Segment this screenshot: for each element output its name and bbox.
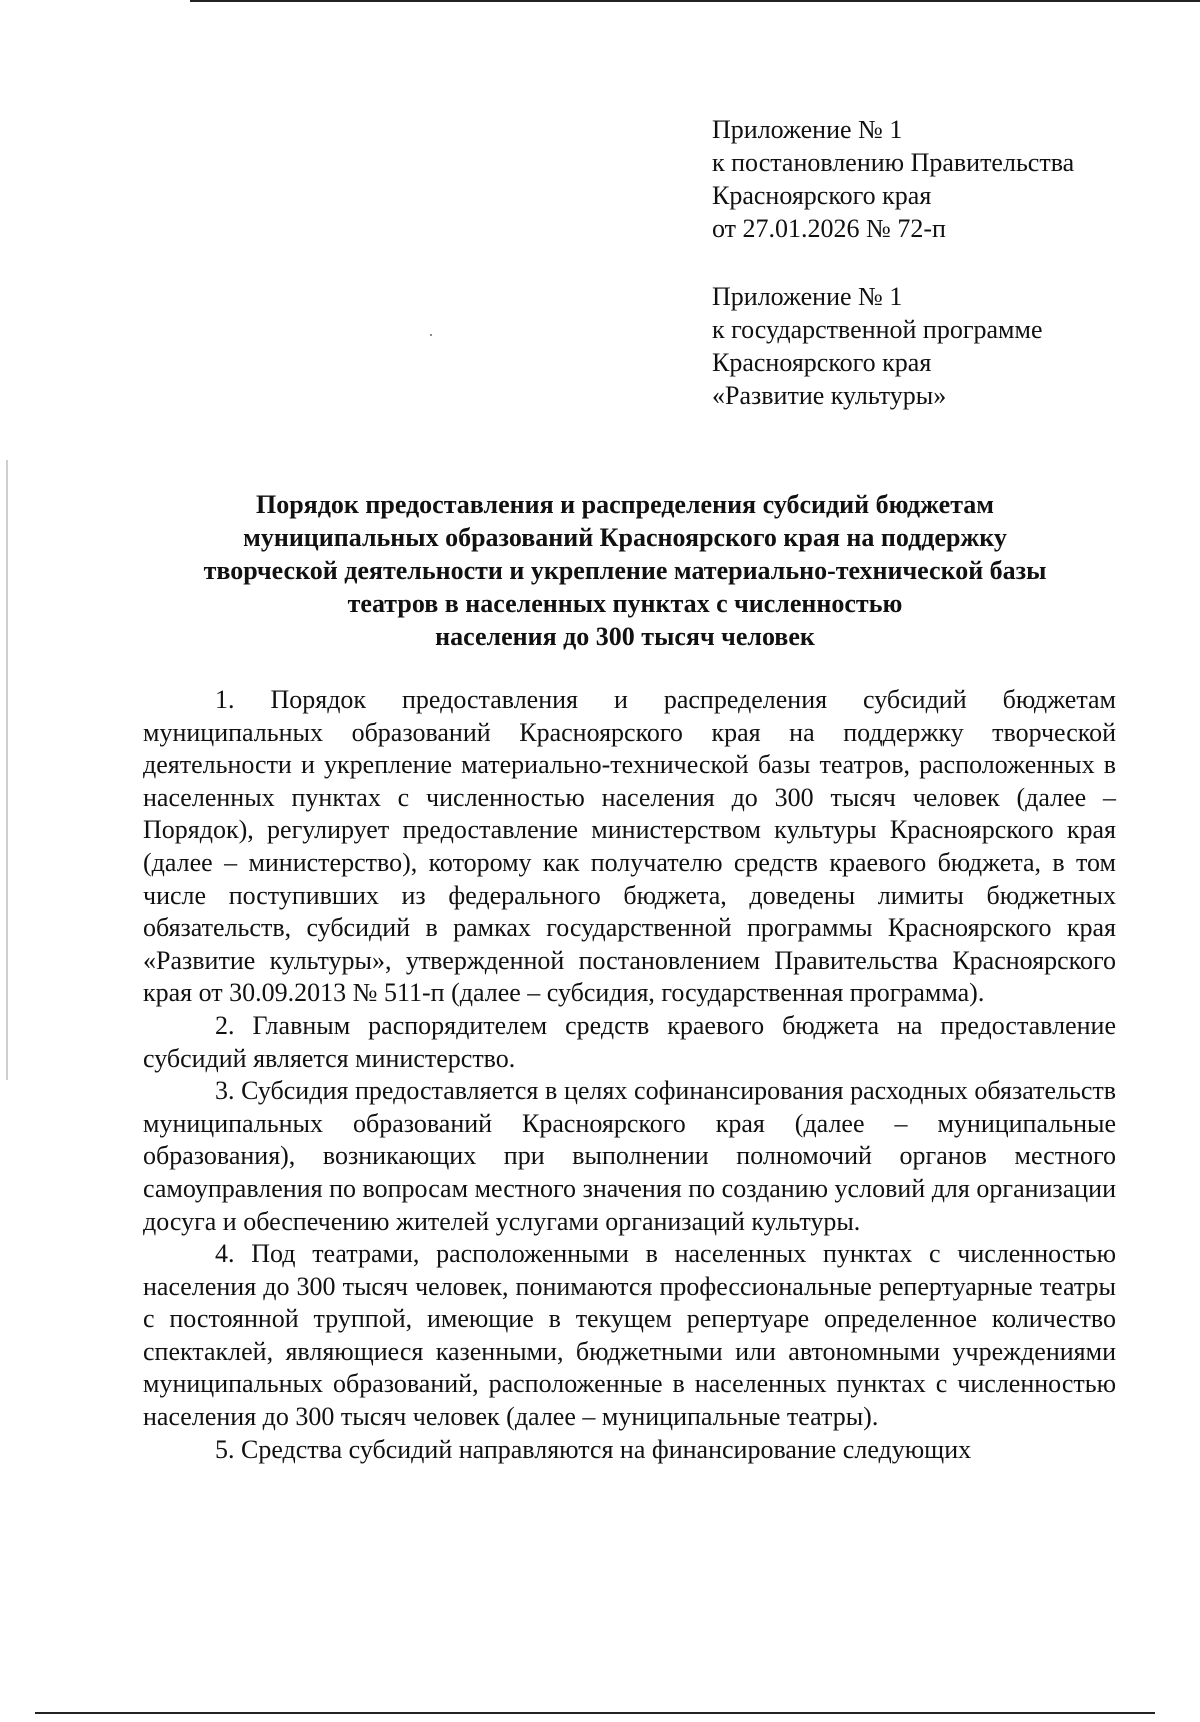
appendix-block-program: [712, 280, 1043, 412]
paragraph-1: 1. Порядок предоставления и распределения субсидий бюджетам муниципальных образований Красноярского края на поддержку творческой деятельности и укрепление материально-технической базы театров, расположенных в населенных пунктах с численностью населения до 300 тысяч человек (далее – Порядок), регулирует предоставление министерством культуры Красноярского края (далее – министерство), которому как получателю средств краевого бюджета, в том числе поступивших из федерального бюджета, доведены лимиты бюджетных обязательств, субсидий в рамках государственной программы Красноярского края «Развитие культуры», утвержденной постановлением Правительства Красноярского края от 30.09.2013 № 511-п (далее – субсидия, государственная программа).: [143, 685, 1116, 1008]
title-line: творческой деятельности и укрепление материально-технической базы: [203, 556, 1047, 585]
appendix-line: Красноярского края: [712, 181, 932, 210]
appendix-line: к постановлению Правительства: [712, 148, 1075, 177]
title-line: муниципальных образований Красноярского края на поддержку: [243, 523, 1007, 552]
appendix-line: Приложение № 1: [712, 282, 903, 311]
scan-speck: [430, 334, 432, 336]
appendix-line: «Развитие культуры»: [712, 381, 947, 410]
appendix-block-resolution: [712, 113, 1074, 245]
scan-border-bottom: [35, 1712, 1155, 1714]
title-line: театров в населенных пунктах с численностью: [347, 589, 903, 618]
paragraph-5: 5. Средства субсидий направляются на финансирование следующих: [215, 1434, 972, 1464]
paragraph-2: 2. Главным распорядителем средств краевого бюджета на предоставление субсидий является министерство.: [143, 1010, 1116, 1073]
appendix-line: Приложение № 1: [712, 115, 903, 144]
title-line: населения до 300 тысяч человек: [435, 622, 815, 651]
document-title: [140, 488, 1110, 653]
scan-edge-left: [6, 460, 8, 1080]
title-line: Порядок предоставления и распределения субсидий бюджетам: [256, 490, 994, 519]
appendix-line: от 27.01.2026 № 72-п: [712, 214, 946, 243]
appendix-line: Красноярского края: [712, 348, 932, 377]
paragraph-3: 3. Субсидия предоставляется в целях софинансирования расходных обязательств муниципальных образований Красноярского края (далее – муниципальные образования), возникающих при выполнении полномочий органов местного самоуправления по вопросам местного значения по созданию условий для организации досуга и обеспечению жителей услугами организаций культуры.: [143, 1076, 1116, 1236]
scan-border-top: [190, 0, 1200, 2]
paragraph-4: 4. Под театрами, расположенными в населенных пунктах с численностью населения до 300 тысяч человек, понимаются профессиональные репертуарные театры с постоянной труппой, имеющие в текущем репертуаре определенное количество спектаклей, являющиеся казенными, бюджетными или автономными учреждениями муниципальных образований, расположенные в населенных пунктах с численностью населения до 300 тысяч человек (далее – муниципальные театры).: [143, 1239, 1116, 1432]
appendix-line: к государственной программе: [712, 315, 1043, 344]
document-body: [143, 684, 1116, 1466]
